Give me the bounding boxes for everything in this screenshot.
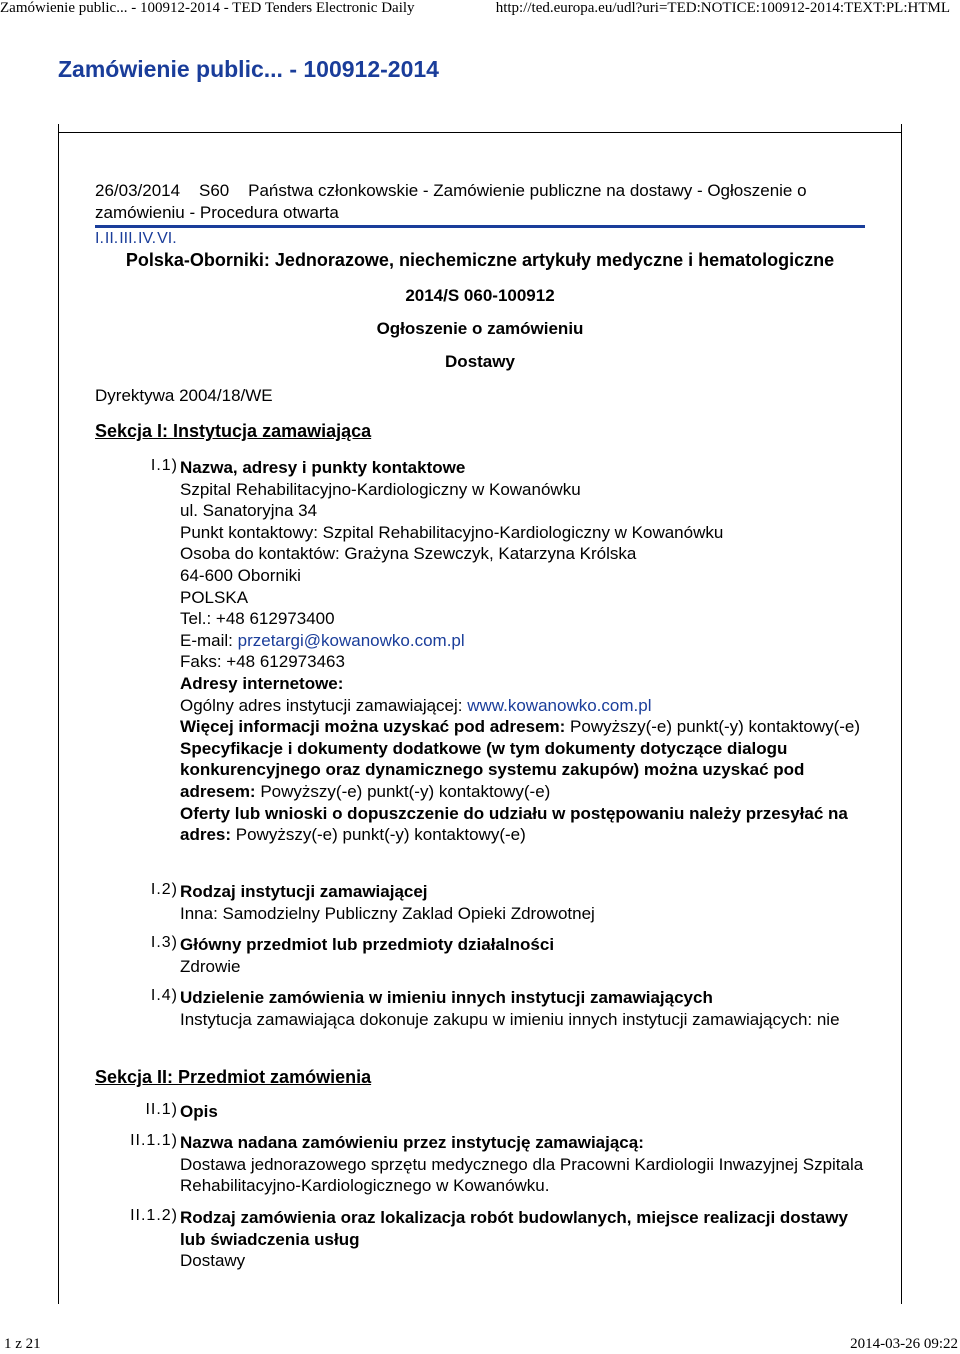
frame-top-divider xyxy=(58,132,902,133)
item-number: I.2) xyxy=(150,881,178,898)
offers-label: Oferty lub wnioski o dopuszczenie do udziału w postępowaniu należy przesyłać na adres: xyxy=(180,803,848,845)
notice-rule xyxy=(95,225,865,228)
item-value: Dostawa jednorazowego sprzętu medycznego dla Pracowni Kardiologii Inwazyjnej Szpitala Rehabilitacyjno-Kardiologicznego w Kowanówku. xyxy=(180,1154,864,1196)
general-address-line xyxy=(180,695,870,717)
section-nav-link-6[interactable]: VI. xyxy=(157,230,177,247)
page-title: Zamówienie public... - 100912-2014 xyxy=(58,56,439,82)
item-title: Nazwa nadana zamówieniu przez instytucję zamawiającą: xyxy=(180,1133,644,1152)
item-number: I.4) xyxy=(150,987,178,1004)
notice-type: Ogłoszenie o zamówieniu xyxy=(376,319,584,338)
notice-line: 26/03/2014 S60 Państwa członkowskie - Zamówienie publiczne na dostawy - Ogłoszenie o zamówieniu - Procedura otwarta xyxy=(95,181,812,222)
more-info-value: Powyższy(-e) punkt(-y) kontaktowy(-e) xyxy=(565,717,861,737)
item-number: I.3) xyxy=(150,934,178,951)
notice-main-title: Polska-Oborniki: Jednorazowe, niechemiczne artykuły medyczne i hematologiczne xyxy=(125,250,835,270)
item-number: II.1.2) xyxy=(130,1207,178,1224)
contact-persons: Osoba do kontaktów: Grażyna Szewczyk, Katarzyna Królska xyxy=(180,544,637,564)
print-header-title: Zamówienie public... - 100912-2014 - TED Tenders Electronic Daily xyxy=(0,0,415,16)
specs-info xyxy=(180,738,870,803)
section-1-heading: Sekcja I: Instytucja zamawiająca xyxy=(95,421,372,441)
section-nav xyxy=(95,230,178,248)
offers-value: Powyższy(-e) punkt(-y) kontaktowy(-e) xyxy=(231,825,526,845)
more-info-label: Więcej informacji można uzyskać pod adresem: xyxy=(180,717,566,737)
authority-country: POLSKA xyxy=(180,587,249,607)
item-body xyxy=(180,457,870,846)
fax: Faks: +48 612973463 xyxy=(180,652,345,672)
item-number: II.1) xyxy=(145,1101,178,1118)
item-number: I.1) xyxy=(150,457,178,474)
page-counter: 1 z 21 xyxy=(4,1336,41,1352)
specs-value: Powyższy(-e) punkt(-y) kontaktowy(-e) xyxy=(255,781,551,801)
print-footer xyxy=(0,1336,960,1354)
item-value: Dostawy xyxy=(180,1251,246,1271)
print-header-url: http://ted.europa.eu/udl?uri=TED:NOTICE:100912-2014:TEXT:PL:HTML xyxy=(495,0,950,16)
reference-number: 2014/S 060-100912 xyxy=(405,286,555,305)
directive: Dyrektywa 2004/18/WE xyxy=(95,386,273,405)
authority-street: ul. Sanatoryjna 34 xyxy=(180,501,318,521)
more-info xyxy=(180,716,870,738)
contact-point: Punkt kontaktowy: Szpital Rehabilitacyjno-Kardiologiczny w Kowanówku xyxy=(180,522,724,542)
item-value: Inna: Samodzielny Publiczny Zaklad Opieki Zdrowotnej xyxy=(180,903,595,923)
item-body xyxy=(180,1101,870,1123)
general-address-link[interactable]: www.kowanowko.com.pl xyxy=(467,695,652,715)
item-title: Rodzaj zamówienia oraz lokalizacja robót budowlanych, miejsce realizacji dostawy lub świadczenia usług xyxy=(180,1208,848,1249)
email-line xyxy=(180,630,870,652)
authority-name: Szpital Rehabilitacyjno-Kardiologiczny w Kowanówku xyxy=(180,479,581,499)
contract-type: Dostawy xyxy=(445,352,515,371)
item-title: Opis xyxy=(180,1102,218,1121)
item-number: II.1.1) xyxy=(130,1132,178,1149)
phone: Tel.: +48 612973400 xyxy=(180,609,335,629)
item-body xyxy=(180,881,870,924)
item-body xyxy=(180,987,870,1030)
item-value: Instytucja zamawiająca dokonuje zakupu w imieniu innych instytucji zamawiających: nie xyxy=(180,1009,840,1029)
section-nav-link-4[interactable]: IV. xyxy=(138,230,157,247)
item-title: Udzielenie zamówienia w imieniu innych instytucji zamawiających xyxy=(180,988,713,1007)
email-label: E-mail: xyxy=(180,630,238,650)
section-nav-link-1[interactable]: I. xyxy=(95,230,104,247)
internet-heading: Adresy internetowe: xyxy=(180,673,344,693)
item-body xyxy=(180,934,870,977)
item-title: Rodzaj instytucji zamawiającej xyxy=(180,882,428,901)
specs-label: Specyfikacje i dokumenty dodatkowe (w tym dokumenty dotyczące dialogu konkurencyjnego oraz dynamicznego systemu zakupów) można uzyskać pod adresem: xyxy=(180,738,805,801)
offers-info xyxy=(180,803,870,846)
item-title: Nazwa, adresy i punkty kontaktowe xyxy=(180,458,466,477)
section-nav-link-2[interactable]: II. xyxy=(104,230,119,247)
item-title: Główny przedmiot lub przedmioty działalności xyxy=(180,935,555,954)
print-header xyxy=(0,0,960,18)
email-link[interactable]: przetargi@kowanowko.com.pl xyxy=(237,630,465,650)
general-address-label: Ogólny adres instytucji zamawiającej: xyxy=(180,695,468,715)
authority-city: 64-600 Oborniki xyxy=(180,565,301,585)
section-nav-link-3[interactable]: III. xyxy=(119,230,138,247)
print-datetime: 2014-03-26 09:22 xyxy=(850,1336,958,1352)
item-value: Zdrowie xyxy=(180,956,241,976)
item-body xyxy=(180,1207,870,1272)
section-2-heading: Sekcja II: Przedmiot zamówienia xyxy=(95,1067,372,1087)
item-body xyxy=(180,1132,870,1197)
